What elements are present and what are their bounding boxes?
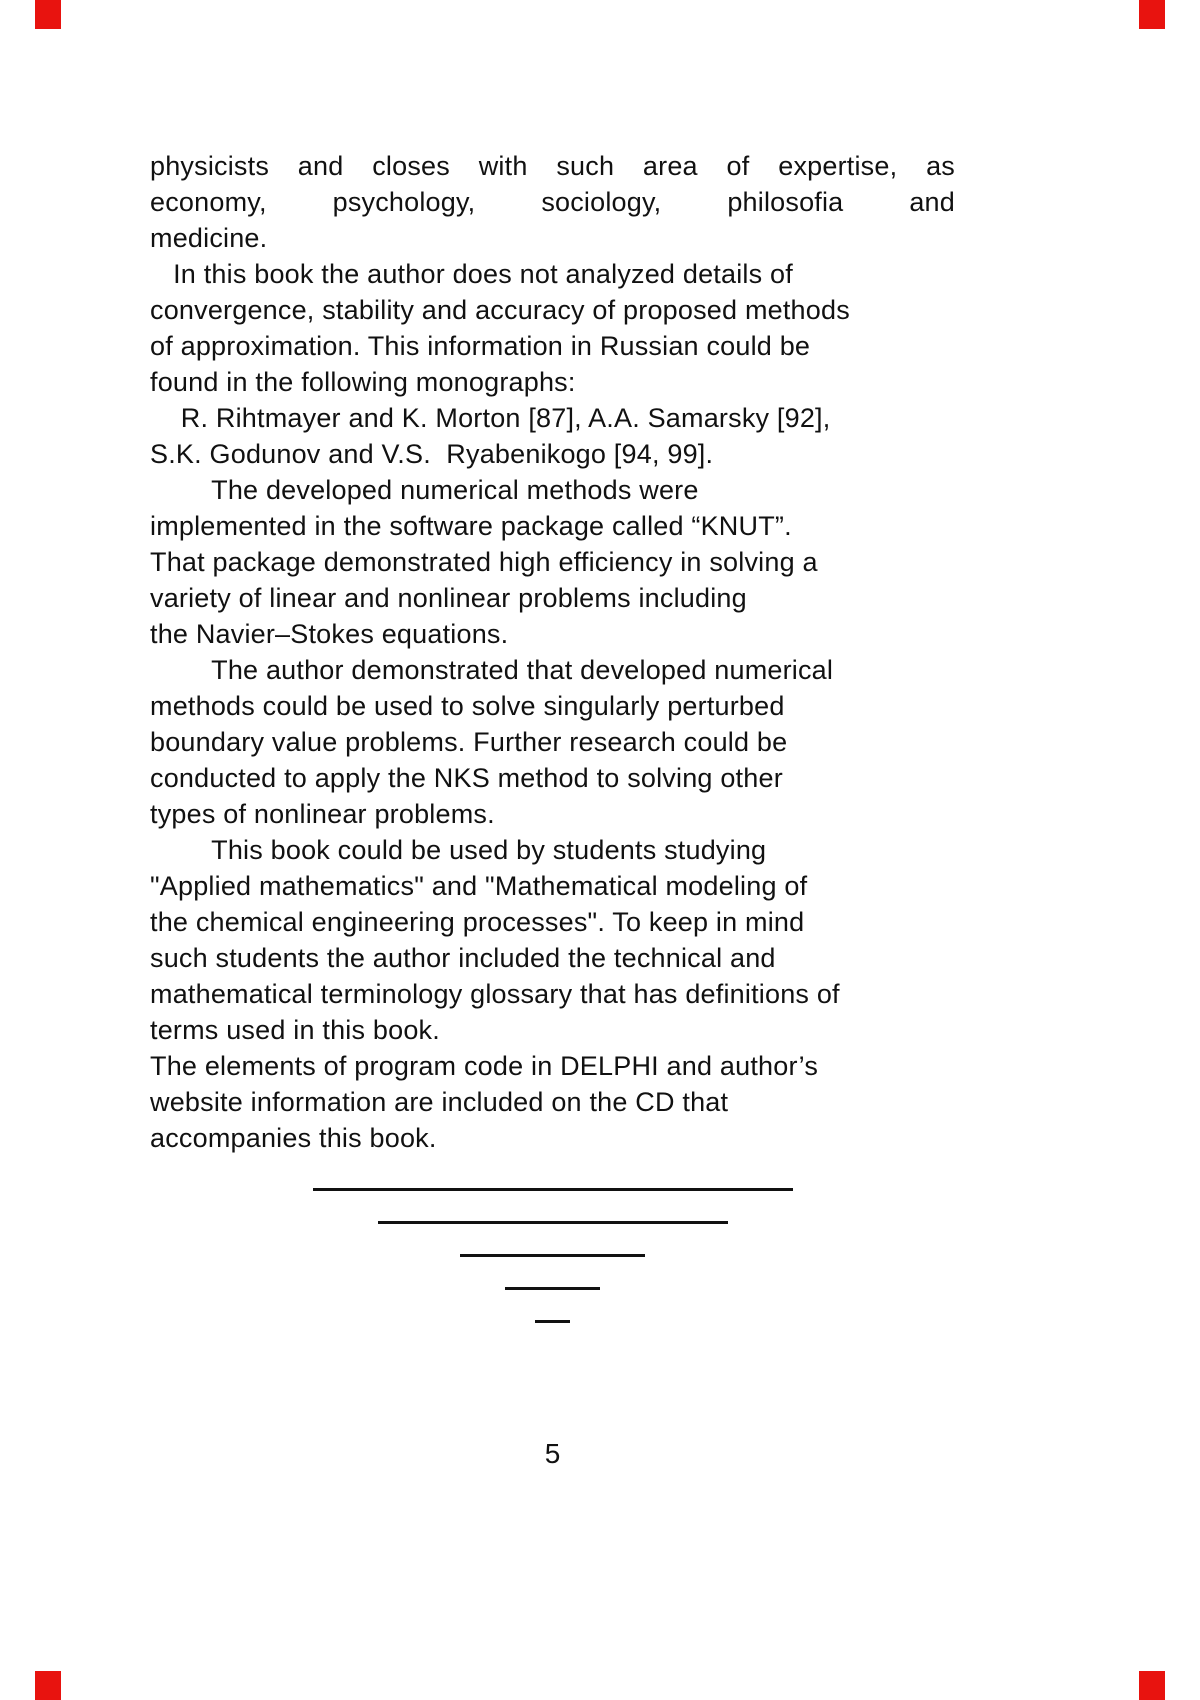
separator-line: [505, 1287, 600, 1290]
text-line: accompanies this book.: [150, 1123, 437, 1153]
text-line: In this book the author does not analyzed details of: [150, 259, 793, 289]
text-line: website information are included on the CD that: [150, 1087, 729, 1117]
text-line: variety of linear and nonlinear problems including: [150, 583, 747, 613]
text-line: terms used in this book.: [150, 1015, 440, 1045]
page-number: 5: [544, 1438, 561, 1469]
text-line: medicine.: [150, 223, 268, 253]
text-line: The developed numerical methods were: [150, 475, 699, 505]
crop-mark-top-right: [1139, 0, 1165, 29]
text-line: This book could be used by students studying: [150, 835, 767, 865]
text-line: That package demonstrated high efficiency in solving a: [150, 547, 818, 577]
text-line: convergence, stability and accuracy of proposed methods: [150, 295, 850, 325]
separator-line: [460, 1254, 645, 1257]
text-line: S.K. Godunov and V.S. Ryabenikogo [94, 99].: [150, 439, 714, 469]
text-line: economy, psychology, sociology, philosofia and: [150, 187, 955, 217]
text-line: methods could be used to solve singularly perturbed: [150, 691, 785, 721]
separator-line: [378, 1221, 728, 1224]
separator-line: [535, 1320, 570, 1323]
text-line: boundary value problems. Further research could be: [150, 727, 788, 757]
text-line: mathematical terminology glossary that has definitions of: [150, 979, 840, 1009]
text-line: The elements of program code in DELPHI and author’s: [150, 1051, 819, 1081]
text-line: the chemical engineering processes". To keep in mind: [150, 907, 805, 937]
text-line: the Navier–Stokes equations.: [150, 619, 509, 649]
end-of-chapter-ornament: [150, 1188, 955, 1353]
text-line: R. Rihtmayer and K. Morton [87], A.A. Samarsky [92],: [150, 403, 831, 433]
crop-mark-bottom-left: [35, 1671, 61, 1700]
text-line: types of nonlinear problems.: [150, 799, 495, 829]
text-line: implemented in the software package called “KNUT”.: [150, 511, 792, 541]
text-line: such students the author included the technical and: [150, 943, 776, 973]
text-line: of approximation. This information in Russian could be: [150, 331, 811, 361]
crop-mark-bottom-right: [1139, 1671, 1165, 1700]
text-line: The author demonstrated that developed numerical: [150, 655, 834, 685]
text-line: "Applied mathematics" and "Mathematical modeling of: [150, 871, 808, 901]
text-line: physicists and closes with such area of expertise, as: [150, 151, 955, 181]
separator-line: [313, 1188, 793, 1191]
text-line: found in the following monographs:: [150, 367, 576, 397]
body-text: [150, 148, 955, 1156]
text-line: conducted to apply the NKS method to solving other: [150, 763, 783, 793]
crop-mark-top-left: [35, 0, 61, 29]
